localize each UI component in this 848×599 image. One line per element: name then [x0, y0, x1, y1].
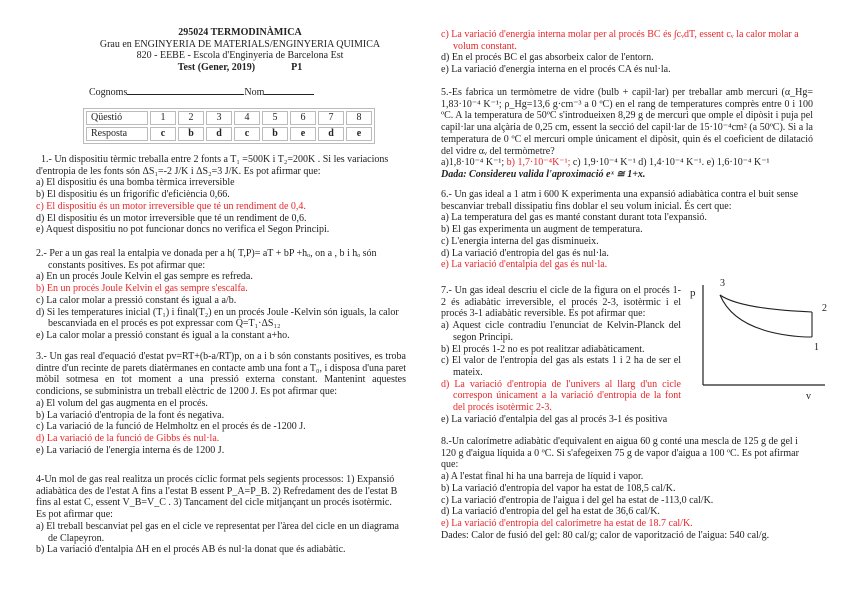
surname-field[interactable]: [127, 94, 244, 95]
test-info: [60, 62, 420, 74]
option-b-correct: b) En un procés Joule Kelvin el gas sempre s'escalfa.: [36, 283, 248, 295]
option-a: a) El volum del gas augmenta en el procés.: [36, 397, 208, 409]
question-stem: 5.-Es fabrica un termòmetre de vidre (bulb + capil·lar) per treballar amb mercuri (α_Hg= 1,83·10⁻⁴ K⁻¹; ρ_Hg=13,6 g·cm⁻³ a 0 ºC) en el rang de temperatures comprès entre 0 i 100 ºC. A la temperatura de 50ºC s'introdueixen 8,29 g de mercuri que omple el dipòsit i puja pel capil·lar una alçària de 0,25 cm, essent la secció del capil·lar de 15·10⁻⁴cm² (a 50ºC). Si a la temperatura de 0 ºC el mercuri omple únicament el dipòsit, quin és el coeficient de dilatació del vidre αᵥ del termòmetre?: [441, 87, 813, 157]
row-label: Resposta: [86, 127, 148, 141]
question-7: [441, 285, 681, 425]
option-d: d) Si les temperatures inicial (T₁) i final(T₂) en un procés Joule -Kelvin són iguals, la calor bescanviada en el procés es pot expressar com Q=T₁·ΔS₁₂: [36, 306, 399, 330]
option-c-correct: c) La variació d'energia interna molar per al procés BC és ∫cᵥdT, essent cᵥ la calor molar a volum constant.: [441, 29, 799, 52]
option-a: a) El treball bescanviat pel gas en el cicle ve representat per l'àrea del cicle en un diagrama de Clapeyron.: [36, 520, 399, 544]
option-b: b) El gas experimenta un augment de temperatura.: [441, 224, 643, 236]
option-a: a) Aquest cicle contradiu l'enunciat de Kelvin-Planck del segon Principi.: [441, 320, 681, 343]
question-1: [36, 154, 406, 236]
surname-label: Cognoms: [89, 87, 128, 98]
point-1-label: 1: [814, 342, 819, 353]
option-a: a)1,8·10⁻⁴ K⁻¹;: [441, 157, 505, 169]
option-c-correct: c) El dispositiu és un motor irreversible que té un rendiment de 0,4.: [36, 200, 306, 212]
answer-table: [83, 108, 375, 144]
test-part: P1: [291, 62, 303, 74]
data-note: Dada: Considereu valida l'aproximació eˣ ≅ 1+x.: [441, 168, 646, 180]
option-e: e) Aquest dispositiu no pot funcionar doncs no verifica el Segon Principi.: [36, 224, 330, 236]
question-number: 6: [290, 111, 316, 125]
option-c: c) L'energia interna del gas disminueix.: [441, 235, 599, 247]
isotherm-2-3: [720, 295, 812, 312]
test-date: Test (Gener, 2019): [177, 62, 256, 74]
p-axis-label: p: [690, 287, 696, 299]
option-b: b) La variació d'entalpia ΔH en el procés AB és nul·la donat que és adiabàtic.: [36, 544, 346, 556]
option-d: d) La variació d'entropia del gas és nul·la.: [441, 247, 609, 259]
option-d-correct: d) La variació d'entropia de l'univers al llarg d'un cicle correspon únicament a la variació d'entropia de la font del procés isotèrmic 2-3.: [441, 378, 681, 414]
option-b: b) El dispositiu és un frigorífic d'eficiència 0,66.: [36, 189, 230, 201]
question-2: [36, 248, 406, 342]
school: 820 - EEBE - Escola d'Enginyeria de Barcelona Est: [136, 50, 344, 62]
response-cell: d: [206, 127, 232, 141]
question-4-continued: [441, 29, 813, 76]
degree: Grau en ENGINYERIA DE MATERIALS/ENGINYERIA QUIMICA: [99, 38, 381, 50]
question-prompt: Es pot afirmar que:: [36, 509, 113, 521]
option-b: b) El procés 1-2 no es pot realitzar adiabàticament.: [441, 343, 645, 355]
option-a: a) La temperatura del gas es manté constant durant tota l'expansió.: [441, 212, 707, 224]
question-number: 4: [234, 111, 260, 125]
question-8: [441, 436, 813, 541]
question-3: [36, 351, 406, 456]
option-b: b) La variació d'entropia de la font és negativa.: [36, 409, 225, 421]
option-a: a) En un procés Joule Kelvin el gas sempre es refreda.: [36, 271, 253, 283]
pv-cycle-diagram: [680, 275, 840, 400]
option-c: c) La variació d'entropia de l'aigua i del gel ha estat de -113,0 cal/K.: [441, 494, 714, 506]
response-cell: e: [290, 127, 316, 141]
option-e-correct: e) La variació d'entalpia del gas és nul·la.: [441, 259, 608, 271]
option-a: a) A l'estat final hi ha una barreja de líquid i vapor.: [441, 471, 644, 483]
course-title: 295024 TERMODINÀMICA: [178, 27, 302, 38]
response-cell: b: [178, 127, 204, 141]
question-stem: 8.-Un calorímetre adiabàtic d'equivalent en aigua 60 g conté una mescla de 125 g de gel i 120 g d'aigua líquida a 0 ºC. Si s'afegeixen 75 g de vapor d'aigua a 100 ºC. Es pot afirmar que:: [441, 436, 799, 471]
name-field[interactable]: [264, 94, 314, 95]
question-number: 8: [346, 111, 372, 125]
option-d-correct: d) La variació de la funció de Gibbs és nul·la.: [36, 432, 220, 444]
option-a: a) El dispositiu és una bomba tèrmica irreversible: [36, 177, 235, 189]
question-stem: 1.- Un dispositiu tèrmic treballa entre 2 fonts a T₁ =500K i T₂=200K . Si les variacions d'entropia de les fonts són ΔS₁=-2 J/K i ΔS₂=3 J/K. Es pot afirmar que:: [36, 154, 389, 177]
option-e: e) La variació d'entalpia del gas al procés 3-1 és positiva: [441, 413, 668, 425]
response-cell: d: [318, 127, 344, 141]
v-axis-label: v: [806, 391, 811, 400]
option-d: d) La variació d'entropia del gel ha estat de 36,6 cal/K.: [441, 506, 660, 518]
point-2-label: 2: [822, 303, 827, 314]
question-stem: 2.- Per a un gas real la entalpia ve donada per a h( T,P)= aT + bP +hₒ, on a , b i hₒ són constants positives. Es pot afirmar que:: [36, 248, 377, 271]
question-stem: 3.- Un gas real d'equació d'estat pv=RT+(b-a/RT)p, on a i b són constants positives, es troba dintre d'un recinte de parets diatèrmanes en contacte amb una font a T₀, i disposa d'una paret mòbil sotmesa en tot moment a una pressió externa constant. Mantenint aquestes condicions, se subministra un treball elèctric de 1200 J. Es pot afirmar que:: [36, 351, 406, 398]
response-cell: e: [346, 127, 372, 141]
option-e: e) La variació d'energia interna en el procés CA és nul·la.: [441, 64, 671, 76]
question-4: [36, 474, 406, 556]
option-c-d-e: c) 1,9·10⁻⁴ K⁻¹ d) 1,4·10⁻⁴ K⁻¹. e) 1,6·10⁻⁴ K⁻¹: [570, 157, 770, 169]
data-note: Dades: Calor de fusió del gel: 80 cal/g; calor de vaporització de l'aigua: 540 cal/g.: [441, 529, 770, 541]
option-e: e) La calor molar a pressió constant és igual a la constant a+ho.: [36, 329, 290, 341]
question-number: 2: [178, 111, 204, 125]
option-c: c) La calor molar a pressió constant és igual a a/b.: [36, 294, 237, 306]
option-c: c) El valor de l'entropia del gas als estats 1 i 2 ha de ser el mateix.: [441, 355, 681, 378]
question-number: 5: [262, 111, 288, 125]
question-number: 1: [150, 111, 176, 125]
option-b-correct: b) 1,7·10⁻⁴K⁻¹;: [504, 157, 571, 169]
row-label: Qüestió: [86, 111, 148, 125]
option-d: d) En el procés BC el gas absorbeix calor de l'entorn.: [441, 52, 654, 64]
option-d: d) El dispositiu és un motor irreversible que té un rendiment de 0,6.: [36, 212, 307, 224]
option-e-correct: e) La variació d'entropia del calorímetre ha estat de 18.7 cal/K.: [441, 517, 693, 529]
question-number: 3: [206, 111, 232, 125]
response-row: [86, 127, 372, 141]
option-b: b) La variació d'entropia del vapor ha estat de 108,5 cal/K.: [441, 482, 676, 494]
question-row: [86, 111, 372, 125]
response-cell: c: [150, 127, 176, 141]
question-stem: 6.- Un gas ideal a 1 atm i 600 K experimenta una expansió adiabàtica contra el buit sense bescanviar treball dissipatiu fins doblar el seu volum inicial. És cert que:: [441, 189, 799, 212]
question-stem: 7.- Un gas ideal descriu el cicle de la figura on el procés 1-2 és adiabàtic irreversible, el procés 2-3, isotèrmic i el procés 3-1 adiabàtic reversible. Es pot afirmar que:: [441, 285, 681, 320]
response-cell: b: [262, 127, 288, 141]
response-cell: c: [234, 127, 260, 141]
name-label: Nom: [244, 87, 265, 98]
question-6: [441, 189, 813, 271]
option-c: c) La variació de la funció de Helmholtz en el procés és de -1200 J.: [36, 421, 306, 433]
exam-header: [60, 27, 420, 74]
question-number: 7: [318, 111, 344, 125]
answer-options: [441, 157, 813, 169]
question-stem: 4-Un mol de gas real realitza un procés cíclic format pels segients processos: 1) Expansió adiabàtica des de l'estat A fins a l'estat B essent P_A=P_B. 2) Refredament des de l'estat B fins al estat C, essent V_B=V_C . 3) Tancament del cicle mitjançant un procés isotèrmic.: [36, 474, 398, 509]
point-3-label: 3: [720, 278, 725, 289]
question-5: [441, 87, 813, 181]
option-e: e) La variació de l'energia interna és de 1200 J.: [36, 444, 225, 456]
name-form: [89, 87, 314, 99]
